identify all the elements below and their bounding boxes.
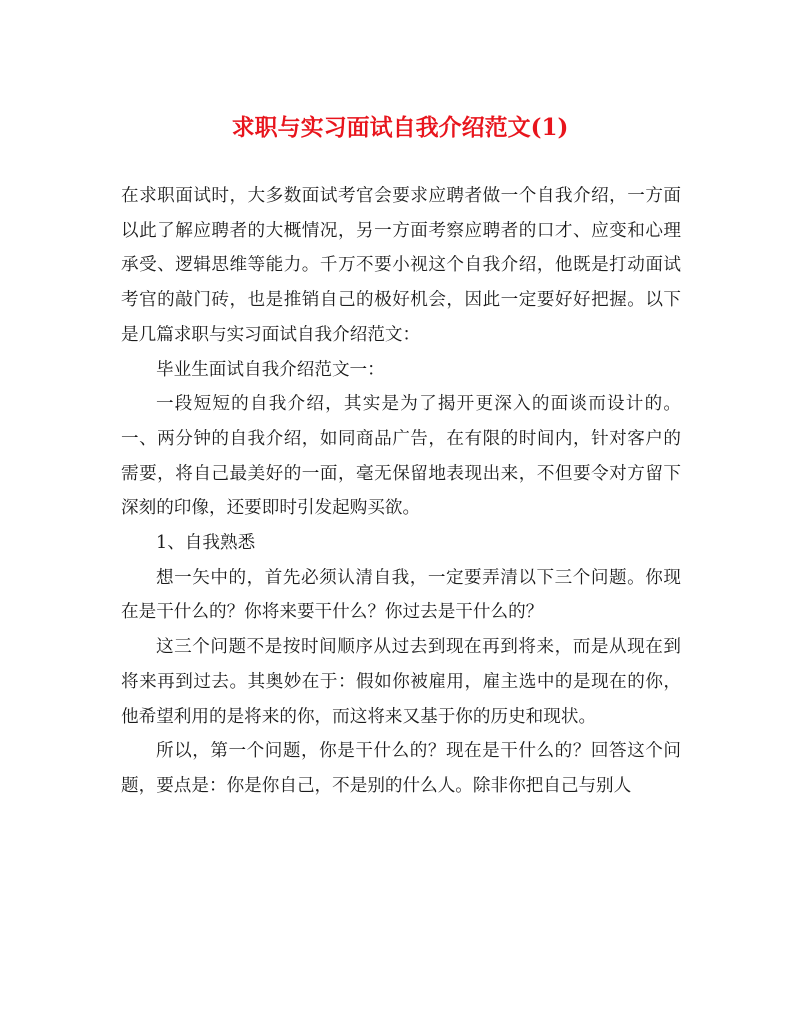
paragraph-intro: 在求职面试时，大多数面试考官会要求应聘者做一个自我介绍，一方面以此了解应聘者的大概情况，另一方面考察应聘者的口才、应变和心理承受、逻辑思维等能力。千万不要小视这个自我介绍，他既是打动面试考官的敲门砖，也是推销自己的极好机会，因此一定要好好把握。以下是几篇求职与实习面试自我介绍范文： <box>121 186 681 345</box>
document-title: 求职与实习面试自我介绍范文(1) <box>231 114 569 141</box>
paragraph-self-intro-purpose: 一段短短的自我介绍，其实是为了揭开更深入的面谈而设计的。一、两分钟的自我介绍，如同商品广告，在有限的时间内，针对客户的需要，将自己最美好的一面，毫无保留地表现出来，不但要令对方留下深刻的印像，还要即时引发起购买欲。 <box>121 394 681 519</box>
section-heading-self-awareness: 1、自我熟悉 <box>156 533 256 554</box>
paragraph-question-order: 这三个问题不是按时间顺序从过去到现在再到将来，而是从现在到将来再到过去。其奥妙在于：假如你被雇用，雇主选中的是现在的你，他希望利用的是将来的你，而这将来又基于你的历史和现状。 <box>121 637 681 727</box>
paragraph-first-question: 所以，第一个问题，你是干什么的？现在是干什么的？回答这个问题，要点是：你是你自己，不是别的什么人。除非你把自己与别人 <box>121 741 681 796</box>
paragraph-three-questions: 想一矢中的，首先必须认清自我，一定要弄清以下三个问题。你现在是干什么的？你将来要干什么？你过去是干什么的？ <box>121 567 681 623</box>
document-body <box>121 179 681 804</box>
paragraph-sample-heading: 毕业生面试自我介绍范文一： <box>156 359 385 380</box>
